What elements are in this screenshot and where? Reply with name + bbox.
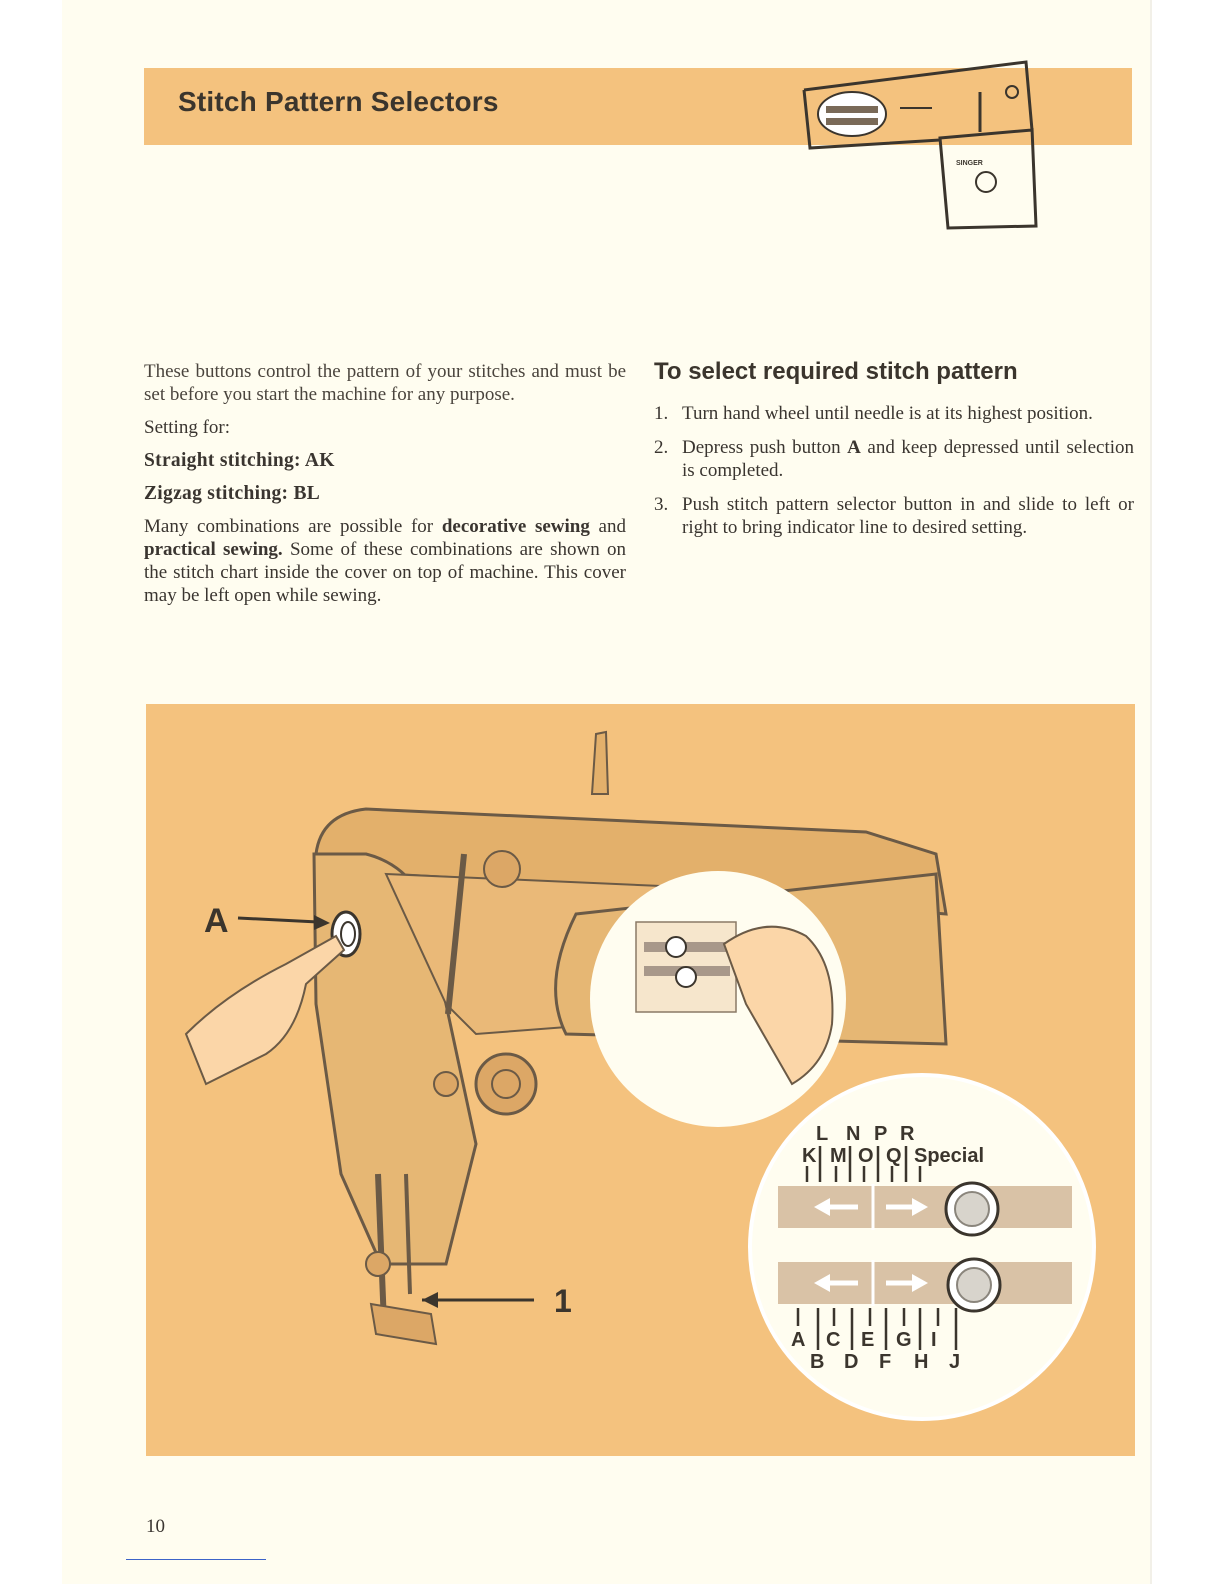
page-number: 10 — [146, 1516, 165, 1537]
right-column — [654, 358, 1134, 550]
scale-bottom-upper-3: E — [861, 1329, 875, 1351]
scale-top-upper-3: P — [874, 1123, 888, 1145]
scale-bottom-upper-2: C — [826, 1329, 841, 1351]
footer-link-line — [126, 1559, 266, 1560]
left-column — [144, 360, 626, 607]
scale-bottom-upper-1: A — [791, 1329, 806, 1351]
scale-top-lower-1: K — [802, 1145, 817, 1167]
scale-top-upper-2: N — [846, 1123, 861, 1145]
step-text: Turn hand wheel until needle is at its highest position. — [682, 403, 1093, 424]
scale-bottom-lower-1: B — [810, 1351, 825, 1373]
steps-list — [654, 402, 1134, 539]
scale-top-lower-3: O — [858, 1145, 874, 1167]
zigzag-stitching-setting: Zigzag stitching: BL — [144, 483, 321, 504]
step-number: 3. — [654, 494, 669, 515]
list-item — [654, 436, 1134, 482]
illustration-drawing — [146, 704, 1135, 1456]
scale-bottom-upper-5: I — [931, 1329, 937, 1351]
straight-stitching-setting: Straight stitching: AK — [144, 450, 335, 471]
combo-bold-practical: practical sewing. — [144, 539, 283, 560]
selector-panel-icon — [790, 50, 1140, 250]
step-text: Push stitch pattern selector button in and slide to left or right to bring indicator line to desired setting. — [682, 494, 1134, 538]
combinations-paragraph — [144, 515, 626, 607]
step-text-post: and keep depressed until selection is completed. — [682, 437, 1134, 481]
scale-bottom-upper-4: G — [896, 1329, 912, 1351]
page-title: Stitch Pattern Selectors — [178, 86, 499, 117]
intro-paragraph: These buttons control the pattern of your stitches and must be set before you start the machine for any purpose. — [144, 361, 626, 405]
scale-top-upper-4: R — [900, 1123, 915, 1145]
combo-text-3: Some of these combinations are shown on the stitch chart inside the cover on top of machine. This cover may be left open while sewing. — [144, 539, 626, 606]
scale-top-lower-4: Q — [886, 1145, 902, 1167]
scale-top-lower-2: M — [830, 1145, 847, 1167]
combo-text-2: and — [589, 516, 626, 537]
combo-text-1: Many combinations are possible for — [144, 516, 442, 537]
section-heading: To select required stitch pattern — [654, 358, 1018, 385]
step-text-pre: Depress push button — [682, 437, 848, 458]
scale-bottom-lower-3: F — [879, 1351, 892, 1373]
list-item — [654, 493, 1134, 539]
step-number: 2. — [654, 437, 669, 458]
scale-top-upper-1: L — [816, 1123, 829, 1145]
label-1: 1 — [554, 1283, 572, 1319]
label-a: A — [204, 902, 229, 940]
machine-illustration — [146, 704, 1135, 1456]
scale-bottom-lower-5: J — [949, 1351, 961, 1373]
combo-bold-decorative: decorative sewing — [441, 516, 590, 537]
step-number: 1. — [654, 403, 669, 424]
scale-bottom-lower-2: D — [844, 1351, 859, 1373]
scale-bottom-lower-4: H — [914, 1351, 929, 1373]
panel-brand-text: SINGER — [956, 160, 983, 167]
scale-special-label: Special — [914, 1145, 985, 1167]
setting-for-label: Setting for: — [144, 417, 231, 438]
step-text-bold: A — [847, 437, 861, 458]
list-item — [654, 402, 1134, 425]
